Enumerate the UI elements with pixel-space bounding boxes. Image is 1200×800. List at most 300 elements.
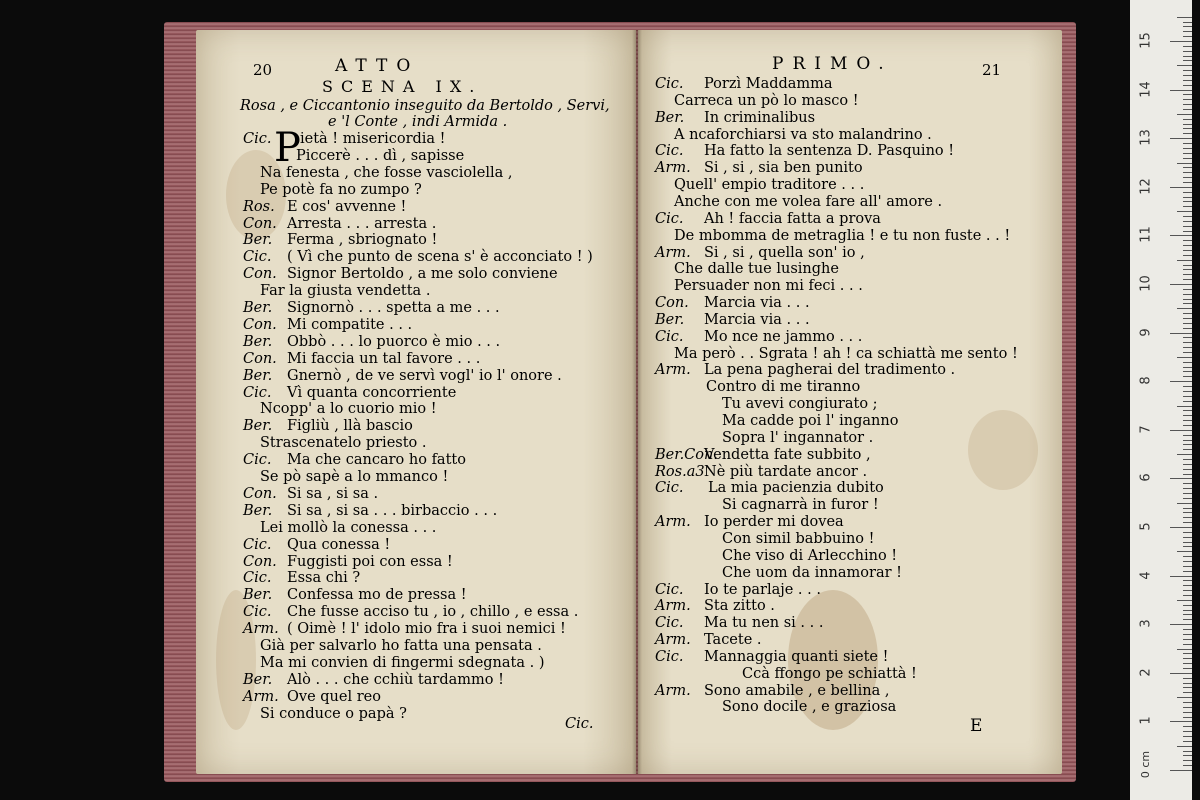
speaker-label: Con. bbox=[243, 485, 277, 502]
dialogue-line: Ha fatto la sentenza D. Pasquino ! bbox=[704, 143, 955, 160]
ruler-number: 7 bbox=[1138, 425, 1154, 434]
ruler-tick bbox=[1183, 444, 1192, 445]
ruler-number: 1 bbox=[1138, 716, 1154, 726]
speaker-label: Con. bbox=[655, 295, 689, 312]
ruler-tick bbox=[1183, 386, 1192, 387]
ruler-tick bbox=[1183, 702, 1192, 703]
ruler-number: 2 bbox=[1138, 668, 1154, 677]
ruler-tick bbox=[1183, 420, 1192, 421]
ruler-tick bbox=[1183, 717, 1192, 718]
ruler-tick bbox=[1183, 279, 1192, 280]
ruler-tick bbox=[1183, 255, 1192, 256]
ruler-tick bbox=[1183, 318, 1192, 319]
dialogue-line: Che dalle tue lusinghe bbox=[674, 261, 839, 278]
speaker-label: Con. bbox=[243, 553, 277, 570]
dialogue-line: Signor Bertoldo , a me solo conviene bbox=[287, 266, 558, 283]
ruler-tick bbox=[1177, 503, 1192, 504]
ruler-tick bbox=[1170, 333, 1192, 334]
ruler-tick bbox=[1183, 532, 1192, 533]
ruler-tick bbox=[1183, 634, 1192, 635]
ruler-tick bbox=[1183, 109, 1192, 110]
ruler-tick bbox=[1183, 736, 1192, 737]
speaker-label: Cic. bbox=[243, 131, 272, 147]
ruler-tick bbox=[1183, 167, 1192, 168]
dialogue-line: Vendetta fate subbito , bbox=[704, 446, 871, 463]
ruler-number: 12 bbox=[1138, 178, 1154, 195]
speaker-label: Arm. bbox=[655, 598, 691, 615]
speaker-label: Cic. bbox=[243, 384, 272, 401]
dialogue-line: Tu avevi congiurato ; bbox=[722, 396, 878, 413]
ruler-tick bbox=[1183, 119, 1192, 120]
dialogue-line: Signornò . . . spetta a me . . . bbox=[287, 300, 500, 316]
dialogue-line: Che uom da innamorar ! bbox=[722, 564, 902, 581]
dialogue-line: Mannaggia quanti siete ! bbox=[704, 648, 889, 665]
measuring-ruler bbox=[1130, 0, 1192, 800]
catchword: Cic. bbox=[565, 716, 594, 732]
scene-title: SCENA IX. bbox=[322, 77, 483, 96]
ruler-tick bbox=[1183, 401, 1192, 402]
speaker-label: Con. bbox=[243, 215, 277, 232]
dialogue-line: Gnernò , de ve servì vogl' io l' onore . bbox=[287, 367, 562, 384]
ruler-tick bbox=[1183, 99, 1192, 100]
ruler-tick bbox=[1183, 201, 1192, 202]
ruler-number: 9 bbox=[1138, 327, 1154, 337]
ruler-tick bbox=[1183, 425, 1192, 426]
ruler-tick bbox=[1183, 605, 1192, 606]
ruler-tick bbox=[1183, 80, 1192, 81]
ruler-tick bbox=[1177, 211, 1192, 212]
ruler-tick bbox=[1183, 639, 1192, 640]
speaker-label: Cic. bbox=[655, 76, 684, 92]
ruler-tick bbox=[1183, 707, 1192, 708]
dialogue-line: De mbomma de metraglia ! e tu non fuste . . ! bbox=[674, 227, 1011, 244]
speaker-label: Arm. bbox=[655, 514, 691, 531]
dialogue-line: Io perder mi dovea bbox=[704, 514, 844, 531]
speaker-label: Ber.Con. bbox=[655, 446, 718, 463]
ruler-tick bbox=[1183, 347, 1192, 348]
ruler-tick bbox=[1177, 551, 1192, 552]
right-page-number: 21 bbox=[982, 61, 1002, 79]
ruler-tick bbox=[1183, 663, 1192, 664]
ruler-tick bbox=[1177, 600, 1192, 601]
speaker-label: Cic. bbox=[243, 249, 272, 266]
ruler-tick bbox=[1183, 741, 1192, 742]
ruler-number: 13 bbox=[1138, 129, 1154, 146]
dialogue-line: Quell' empio traditore . . . bbox=[674, 177, 865, 194]
speaker-label: Cic. bbox=[655, 615, 684, 632]
ruler-tick bbox=[1183, 493, 1192, 494]
ruler-tick bbox=[1170, 187, 1192, 188]
dialogue-line: Si cagnarrà in furor ! bbox=[722, 497, 879, 514]
ruler-tick bbox=[1183, 546, 1192, 547]
dialogue-line: Ferma , sbriognato ! bbox=[287, 232, 438, 249]
ruler-tick bbox=[1183, 22, 1192, 23]
ruler-tick bbox=[1177, 406, 1192, 407]
ruler-tick bbox=[1177, 454, 1192, 455]
ruler-tick bbox=[1183, 396, 1192, 397]
dialogue-line: Se pò sapè a lo mmanco ! bbox=[260, 469, 449, 485]
speaker-label: Ber. bbox=[243, 232, 273, 249]
dialogue-line: Ma tu nen si . . . bbox=[704, 615, 824, 632]
ruler-tick bbox=[1183, 760, 1192, 761]
ruler-tick bbox=[1183, 367, 1192, 368]
ruler-tick bbox=[1170, 478, 1192, 479]
dialogue-line: ( Oimè ! l' idolo mio fra i suoi nemici ! bbox=[287, 621, 566, 638]
dialogue-line: Contro di me tiranno bbox=[706, 379, 861, 396]
ruler-tick bbox=[1170, 90, 1192, 91]
ruler-tick bbox=[1183, 352, 1192, 353]
speaker-label: Con. bbox=[243, 266, 277, 283]
ruler-tick bbox=[1183, 556, 1192, 557]
ruler-tick bbox=[1183, 240, 1192, 241]
dialogue-line: Qua conessa ! bbox=[287, 536, 391, 553]
ruler-tick bbox=[1183, 687, 1192, 688]
ruler-tick bbox=[1183, 294, 1192, 295]
dialogue-line: Strascenatelo priesto . bbox=[260, 435, 427, 452]
dialogue-line: Già per salvarlo ho fatta una pensata . bbox=[260, 638, 542, 654]
speaker-label: Cic. bbox=[655, 648, 684, 665]
dialogue-line: Si , si , quella son' io , bbox=[704, 244, 865, 261]
dialogue-line: Si , si , sia ben punito bbox=[704, 160, 863, 177]
dialogue-line: In criminalibus bbox=[704, 109, 816, 126]
speaker-label: Con. bbox=[243, 316, 277, 333]
speaker-label: Arm. bbox=[243, 621, 279, 638]
ruler-tick bbox=[1183, 683, 1192, 684]
ruler-tick bbox=[1183, 274, 1192, 275]
dialogue-line: Obbò . . . lo puorco è mio . . . bbox=[287, 333, 501, 350]
dialogue-line: Anche con me volea fare all' amore . bbox=[674, 193, 943, 210]
ruler-tick bbox=[1183, 75, 1192, 76]
dialogue-line: Si conduce o papà ? bbox=[260, 705, 407, 722]
paper-stain bbox=[968, 410, 1038, 490]
ruler-tick bbox=[1177, 260, 1192, 261]
speaker-label: Ber. bbox=[243, 367, 273, 384]
speaker-label: Arm. bbox=[655, 632, 691, 649]
ruler-tick bbox=[1183, 731, 1192, 732]
ruler-number: 4 bbox=[1138, 570, 1154, 580]
dialogue-line: Sono docile , e graziosa bbox=[722, 699, 897, 716]
ruler-tick bbox=[1170, 430, 1192, 431]
ruler-tick bbox=[1183, 182, 1192, 183]
ruler-tick bbox=[1183, 124, 1192, 125]
ruler-tick bbox=[1177, 163, 1192, 164]
ruler-number: 15 bbox=[1138, 32, 1154, 49]
ruler-tick bbox=[1183, 391, 1192, 392]
ruler-tick bbox=[1183, 133, 1192, 134]
ruler-tick bbox=[1183, 376, 1192, 377]
ruler-tick bbox=[1183, 303, 1192, 304]
speaker-label: Cic. bbox=[243, 604, 272, 621]
ruler-number: 5 bbox=[1138, 522, 1154, 531]
dialogue-line: Alò . . . che cchiù tardammo ! bbox=[287, 671, 504, 688]
dialogue-line: Io te parlaje . . . bbox=[704, 581, 821, 598]
ruler-tick bbox=[1183, 751, 1192, 752]
ruler-tick bbox=[1183, 464, 1192, 465]
ruler-tick bbox=[1183, 415, 1192, 416]
ruler-tick bbox=[1183, 299, 1192, 300]
ruler-number: 10 bbox=[1138, 275, 1154, 292]
ruler-tick bbox=[1183, 51, 1192, 52]
ruler-tick bbox=[1183, 265, 1192, 266]
dialogue-line: Marcia via . . . bbox=[704, 311, 810, 328]
drop-cap: P bbox=[274, 125, 301, 171]
ruler-tick bbox=[1183, 371, 1192, 372]
speaker-label: Ros.a3 bbox=[655, 463, 705, 480]
ruler-tick bbox=[1170, 624, 1192, 625]
speaker-label: Cic. bbox=[655, 480, 684, 497]
ruler-tick bbox=[1183, 712, 1192, 713]
ruler-tick bbox=[1183, 153, 1192, 154]
ruler-tick bbox=[1183, 31, 1192, 32]
ruler-tick bbox=[1170, 721, 1192, 722]
ruler-tick bbox=[1183, 765, 1192, 766]
dialogue-line: Con simil babbuino ! bbox=[722, 530, 875, 547]
ruler-tick bbox=[1183, 537, 1192, 538]
ruler-tick bbox=[1183, 561, 1192, 562]
ruler-tick bbox=[1183, 245, 1192, 246]
dialogue-line: ietà ! misericordia ! bbox=[300, 131, 446, 147]
ruler-tick bbox=[1183, 250, 1192, 251]
ruler-tick bbox=[1177, 308, 1192, 309]
speaker-label: Cic. bbox=[243, 536, 272, 553]
ruler-tick bbox=[1183, 668, 1192, 669]
speaker-label: Cic. bbox=[655, 143, 684, 160]
ruler-tick bbox=[1183, 629, 1192, 630]
ruler-tick bbox=[1177, 65, 1192, 66]
signature-mark: E bbox=[970, 716, 983, 736]
ruler-number: 3 bbox=[1138, 619, 1154, 628]
ruler-tick bbox=[1170, 284, 1192, 285]
ruler-tick bbox=[1183, 206, 1192, 207]
ruler-tick bbox=[1170, 527, 1192, 528]
speaker-label: Cic. bbox=[243, 570, 272, 587]
ruler-tick bbox=[1183, 440, 1192, 441]
dialogue-line: Si sa , si sa . bbox=[287, 485, 379, 502]
dialogue-line: Marcia via . . . bbox=[704, 295, 810, 312]
ruler-tick bbox=[1183, 435, 1192, 436]
stage-direction-line: e 'l Conte , indi Armida . bbox=[328, 114, 508, 130]
ruler-tick bbox=[1183, 143, 1192, 144]
ruler-tick bbox=[1183, 658, 1192, 659]
ruler-tick bbox=[1177, 114, 1192, 115]
dialogue-line: Ove quel reo bbox=[287, 688, 381, 705]
dialogue-line: Mo nce ne jammo . . . bbox=[704, 328, 863, 345]
ruler-tick bbox=[1183, 158, 1192, 159]
dialogue-line: Far la giusta vendetta . bbox=[260, 283, 431, 300]
speaker-label: Cic. bbox=[655, 210, 684, 227]
ruler-tick bbox=[1183, 595, 1192, 596]
ruler-tick bbox=[1183, 313, 1192, 314]
speaker-label: Arm. bbox=[655, 362, 691, 379]
ruler-tick bbox=[1183, 488, 1192, 489]
ruler-unit-label: 0 cm bbox=[1139, 750, 1153, 779]
dialogue-line: A ncaforchiarsi va sto malandrino . bbox=[674, 126, 932, 143]
ruler-tick bbox=[1183, 148, 1192, 149]
dialogue-line: Si sa , si sa . . . birbaccio . . . bbox=[287, 502, 498, 519]
ruler-tick bbox=[1183, 614, 1192, 615]
book-gutter bbox=[632, 30, 642, 774]
speaker-label: Ber. bbox=[243, 300, 273, 316]
ruler-tick bbox=[1183, 580, 1192, 581]
dialogue-line: Essa chi ? bbox=[287, 570, 361, 587]
speaker-label: Arm. bbox=[243, 688, 279, 705]
dialogue-line: Figliù , llà bascio bbox=[287, 418, 413, 435]
ruler-tick bbox=[1183, 474, 1192, 475]
ruler-tick bbox=[1183, 128, 1192, 129]
dialogue-line: Ma mi convien di fingermi sdegnata . ) bbox=[260, 654, 545, 671]
ruler-tick bbox=[1183, 60, 1192, 61]
ruler-tick bbox=[1183, 104, 1192, 105]
dialogue-line: Confessa mo de pressa ! bbox=[287, 587, 467, 604]
ruler-tick bbox=[1183, 342, 1192, 343]
ruler-tick bbox=[1170, 235, 1192, 236]
ruler-tick bbox=[1183, 197, 1192, 198]
ruler-tick bbox=[1177, 649, 1192, 650]
ruler-tick bbox=[1183, 328, 1192, 329]
ruler-tick bbox=[1183, 221, 1192, 222]
ruler-tick bbox=[1183, 512, 1192, 513]
speaker-label: Ber. bbox=[655, 109, 685, 126]
ruler-tick bbox=[1183, 177, 1192, 178]
ruler-tick bbox=[1183, 26, 1192, 27]
dialogue-line: Ma che cancaro ho fatto bbox=[287, 452, 466, 469]
ruler-number: 11 bbox=[1138, 226, 1154, 244]
dialogue-line: Fuggisti poi con essa ! bbox=[287, 553, 453, 570]
ruler-tick bbox=[1183, 56, 1192, 57]
ruler-number: 8 bbox=[1138, 376, 1154, 385]
left-running-head: ATTO bbox=[335, 56, 420, 76]
ruler-tick bbox=[1183, 231, 1192, 232]
ruler-tick bbox=[1183, 216, 1192, 217]
ruler-tick bbox=[1170, 138, 1192, 139]
ruler-tick bbox=[1183, 542, 1192, 543]
ruler-tick bbox=[1170, 41, 1192, 42]
ruler-tick bbox=[1183, 566, 1192, 567]
ruler-tick bbox=[1183, 610, 1192, 611]
ruler-tick bbox=[1170, 381, 1192, 382]
dialogue-line: Ma cadde poi l' inganno bbox=[722, 413, 899, 429]
ruler-tick bbox=[1170, 576, 1192, 577]
ruler-tick bbox=[1170, 673, 1192, 674]
dialogue-line: Piccerè . . . dì , sapisse bbox=[296, 147, 465, 164]
speaker-label: Ros. bbox=[243, 198, 275, 215]
dialogue-line: La pena pagherai del tradimento . bbox=[704, 362, 956, 379]
speaker-label: Ber. bbox=[243, 418, 273, 435]
speaker-label: Ber. bbox=[243, 671, 273, 688]
ruler-tick bbox=[1183, 726, 1192, 727]
ruler-tick bbox=[1183, 459, 1192, 460]
dialogue-line: Arresta . . . arresta . bbox=[287, 215, 437, 232]
ruler-tick bbox=[1183, 692, 1192, 693]
dialogue-line: Mi compatite . . . bbox=[287, 316, 413, 333]
dialogue-line: Sopra l' ingannator . bbox=[722, 429, 874, 446]
speaker-label: Arm. bbox=[655, 682, 691, 699]
speaker-label: Ber. bbox=[243, 587, 273, 604]
dialogue-line: Carreca un pò lo masco ! bbox=[674, 92, 859, 109]
speaker-label: Cic. bbox=[655, 581, 684, 598]
ruler-tick bbox=[1183, 517, 1192, 518]
ruler-tick bbox=[1183, 70, 1192, 71]
ruler-tick bbox=[1183, 571, 1192, 572]
left-page-number: 20 bbox=[253, 61, 273, 79]
dialogue-line: Na fenesta , che fosse vasciolella , bbox=[260, 164, 513, 181]
dialogue-line: Pe potè fa no zumpo ? bbox=[260, 181, 422, 198]
dialogue-line: Ma però . . Sgrata ! ah ! ca schiattà me sento ! bbox=[674, 345, 1018, 362]
speaker-label: Cic. bbox=[655, 328, 684, 345]
ruler-tick bbox=[1183, 94, 1192, 95]
right-running-head: PRIMO. bbox=[772, 54, 893, 74]
ruler-tick bbox=[1183, 172, 1192, 173]
dialogue-line: Mi faccia un tal favore . . . bbox=[287, 350, 481, 367]
ruler-tick bbox=[1183, 653, 1192, 654]
ruler-tick bbox=[1177, 357, 1192, 358]
ruler-tick bbox=[1183, 755, 1192, 756]
ruler-tick bbox=[1177, 746, 1192, 747]
speaker-label: Ber. bbox=[655, 311, 685, 328]
dialogue-line: Sono amabile , e bellina , bbox=[704, 682, 890, 699]
stage-direction-line: Rosa , e Ciccantonio inseguito da Bertoldo , Servi, bbox=[240, 98, 610, 114]
ruler-tick bbox=[1183, 590, 1192, 591]
dialogue-line: Lei mollò la conessa . . . bbox=[260, 519, 437, 536]
ruler-tick bbox=[1183, 362, 1192, 363]
dialogue-line: Sta zitto . bbox=[704, 598, 775, 615]
ruler-tick bbox=[1183, 36, 1192, 37]
ruler-tick bbox=[1183, 483, 1192, 484]
speaker-label: Arm. bbox=[655, 244, 691, 261]
dialogue-line: Ncopp' a lo cuorio mio ! bbox=[260, 401, 437, 418]
speaker-label: Arm. bbox=[655, 160, 691, 177]
speaker-label: Ber. bbox=[243, 502, 273, 519]
ruler-tick bbox=[1183, 585, 1192, 586]
ruler-tick bbox=[1177, 17, 1192, 18]
speaker-label: Cic. bbox=[243, 452, 272, 469]
ruler-tick bbox=[1183, 226, 1192, 227]
speaker-label: Con. bbox=[243, 350, 277, 367]
ruler-tick bbox=[1183, 269, 1192, 270]
speaker-label: Ber. bbox=[243, 333, 273, 350]
ruler-tick bbox=[1183, 678, 1192, 679]
dialogue-line: Ah ! faccia fatta a prova bbox=[704, 210, 881, 227]
ruler-number: 14 bbox=[1138, 80, 1154, 98]
ruler-tick bbox=[1183, 192, 1192, 193]
ruler-tick bbox=[1183, 498, 1192, 499]
ruler-tick bbox=[1183, 337, 1192, 338]
ruler-tick bbox=[1170, 770, 1192, 771]
dialogue-line: E cos' avvenne ! bbox=[287, 198, 407, 215]
ruler-tick bbox=[1177, 697, 1192, 698]
dialogue-line: Nè più tardate ancor . bbox=[704, 463, 868, 480]
ruler-tick bbox=[1183, 619, 1192, 620]
ruler-number: 6 bbox=[1138, 473, 1154, 483]
dialogue-line: Porzì Maddamma bbox=[704, 76, 833, 92]
ruler-tick bbox=[1183, 449, 1192, 450]
dialogue-line: Vì quanta concorriente bbox=[287, 384, 457, 401]
ruler-tick bbox=[1183, 522, 1192, 523]
dialogue-line: Che viso di Arlecchino ! bbox=[722, 547, 898, 564]
dialogue-line: ( Vì che punto de scena s' è acconciato ! ) bbox=[287, 249, 593, 266]
ruler-tick bbox=[1183, 85, 1192, 86]
ruler-tick bbox=[1183, 508, 1192, 509]
dialogue-line: La mia pacienzia dubito bbox=[708, 480, 884, 497]
ruler-tick bbox=[1183, 323, 1192, 324]
ruler-tick bbox=[1183, 289, 1192, 290]
ruler-tick bbox=[1183, 410, 1192, 411]
ruler-tick bbox=[1183, 644, 1192, 645]
ruler-tick bbox=[1183, 469, 1192, 470]
dialogue-line: Ccà ffongo pe schiattà ! bbox=[742, 665, 917, 682]
dialogue-line: Tacete . bbox=[704, 632, 762, 649]
ruler-tick bbox=[1183, 46, 1192, 47]
